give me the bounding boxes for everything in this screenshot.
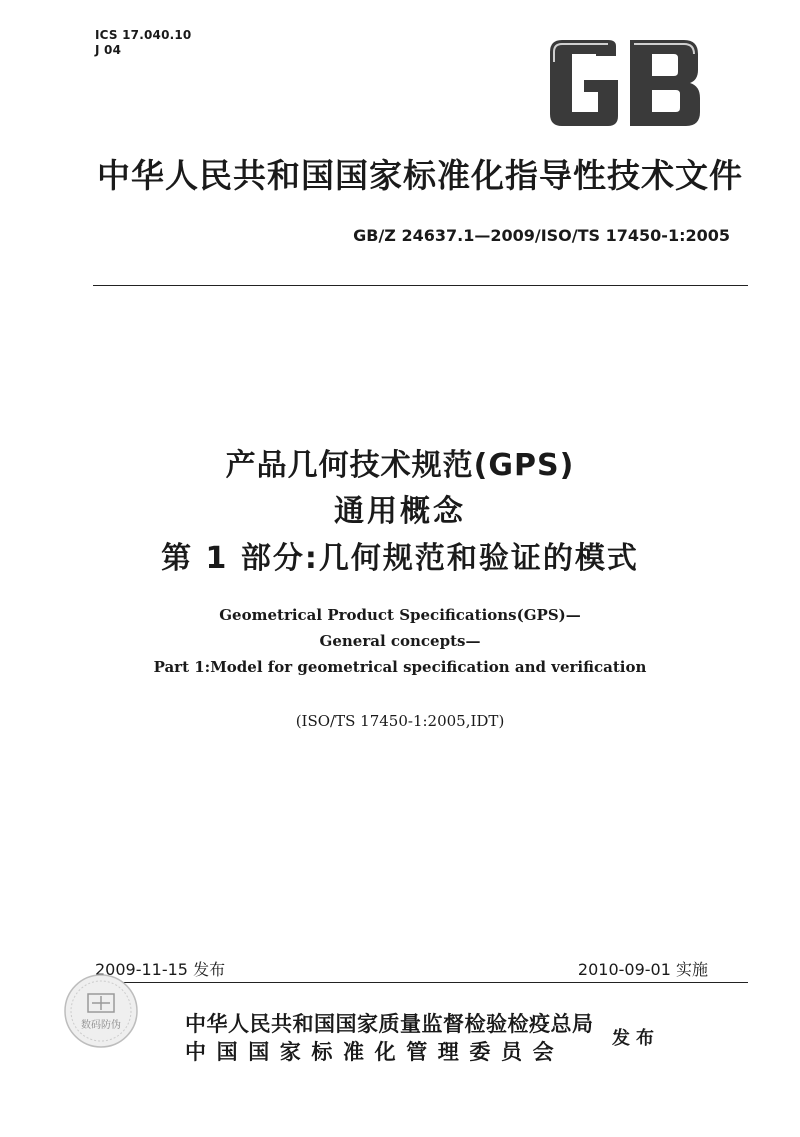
anti-counterfeit-stamp-icon bbox=[62, 972, 140, 1050]
title-zh-line-1: 产品几何技术规范(GPS) bbox=[225, 448, 575, 483]
document-category: 中华人民共和国国家标准化指导性技术文件 bbox=[97, 156, 743, 195]
title-en-line-2: General concepts— bbox=[319, 632, 481, 650]
stamp-label: 数码防伪 bbox=[81, 1020, 121, 1031]
top-divider bbox=[93, 285, 748, 286]
issue-date: 2009-11-15 发布 bbox=[95, 960, 226, 979]
title-zh-line-2: 通用概念 bbox=[334, 494, 466, 529]
title-en-line-3: Part 1:Model for geometrical specification and verification bbox=[153, 658, 647, 676]
publish-label: 发布 bbox=[612, 1028, 660, 1049]
ics-code: ICS 17.040.10 bbox=[95, 28, 192, 42]
gb-logo-icon bbox=[546, 38, 704, 128]
issuer-line-1: 中华人民共和国国家质量监督检验检疫总局 bbox=[185, 1012, 594, 1036]
standard-number: GB/Z 24637.1—2009/ISO/TS 17450-1:2005 bbox=[353, 226, 730, 245]
issuer-line-2: 中国国家标准化管理委员会 bbox=[185, 1040, 565, 1064]
effective-date: 2010-09-01 实施 bbox=[577, 960, 708, 979]
equivalence-note: (ISO/TS 17450-1:2005,IDT) bbox=[295, 712, 505, 730]
ics-block bbox=[95, 28, 191, 58]
bottom-divider bbox=[93, 982, 748, 983]
title-zh-line-3: 第 1 部分:几何规范和验证的模式 bbox=[161, 541, 639, 576]
classification-code: J 04 bbox=[95, 43, 122, 57]
title-en-line-1: Geometrical Product Specifications(GPS)— bbox=[219, 606, 581, 624]
